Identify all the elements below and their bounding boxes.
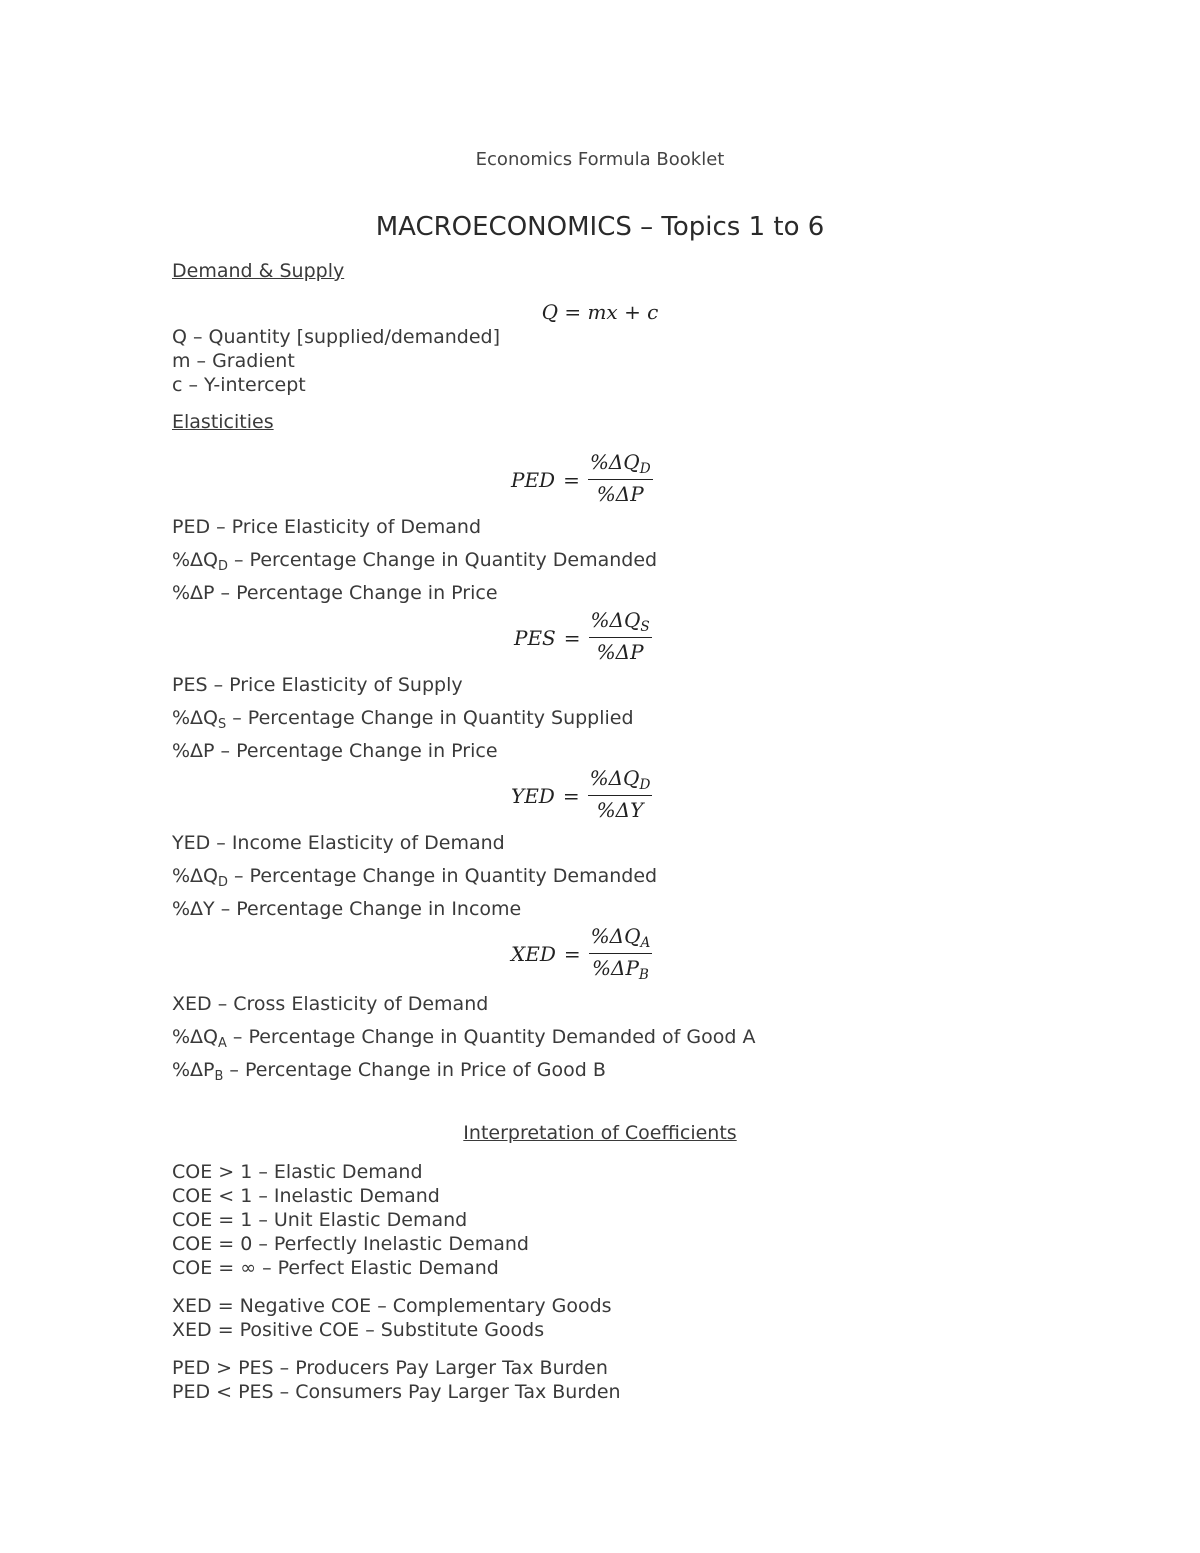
numerator-main: %ΔQ	[590, 924, 641, 948]
fraction-denominator	[595, 796, 646, 825]
equals-sign: =	[563, 625, 581, 650]
fraction-numerator	[588, 450, 653, 480]
formula-linear-quantity: Q = mx + c	[541, 300, 659, 324]
section-heading-elasticities: Elasticities	[172, 411, 274, 433]
fraction-numerator	[589, 608, 652, 638]
section-heading-interpretation: Interpretation of Coefficients	[463, 1122, 737, 1144]
coefficient-item: COE < 1 – Inelastic Demand	[172, 1185, 440, 1207]
coefficient-item: PED < PES – Consumers Pay Larger Tax Burden	[172, 1381, 621, 1403]
denominator-subscript: B	[638, 967, 649, 984]
coefficient-item: COE > 1 – Elastic Demand	[172, 1161, 423, 1183]
definition-item: PED – Price Elasticity of Demand	[172, 516, 482, 538]
tax-burden-list	[172, 1356, 621, 1404]
coefficient-item: XED = Positive COE – Substitute Goods	[172, 1319, 545, 1341]
fraction-denominator	[595, 480, 646, 509]
definition-list-pes	[172, 672, 634, 771]
numerator-subscript: D	[639, 777, 651, 794]
coefficient-item: PED > PES – Producers Pay Larger Tax Burden	[172, 1357, 608, 1379]
definition-item: m – Gradient	[172, 350, 295, 372]
numerator-main: %ΔQ	[590, 608, 641, 632]
definition-list-yed	[172, 830, 657, 929]
denominator-main: %ΔP	[596, 482, 644, 507]
definition-item: PES – Price Elasticity of Supply	[172, 674, 463, 696]
fraction-numerator	[588, 766, 653, 796]
formula-yed	[511, 766, 652, 825]
denominator-main: %ΔP	[596, 640, 644, 665]
denominator-main: %ΔP	[592, 956, 639, 981]
numerator-subscript: S	[640, 619, 650, 636]
section-heading-demand-supply: Demand & Supply	[172, 260, 345, 282]
numerator-main: %ΔQ	[589, 766, 640, 790]
definition-item: YED – Income Elasticity of Demand	[172, 832, 505, 854]
formula-pes	[514, 608, 652, 667]
definition-item: $\%\Delta P_B$ – Percentage Change in Price of Good B	[172, 1058, 606, 1084]
page-title: MACROECONOMICS – Topics 1 to 6	[375, 212, 825, 242]
definition-list-xed	[172, 991, 755, 1090]
fraction	[589, 924, 653, 983]
equals-sign: =	[562, 783, 580, 808]
formula-ped-lhs: PED	[511, 467, 556, 492]
fraction	[588, 766, 653, 825]
definition-item: XED – Cross Elasticity of Demand	[172, 993, 489, 1015]
fraction-denominator	[595, 638, 646, 667]
coefficient-item: COE = ∞ – Perfect Elastic Demand	[172, 1257, 499, 1279]
definition-item: %ΔP – Percentage Change in Price	[172, 739, 498, 762]
formula-yed-lhs: YED	[511, 783, 555, 808]
coefficient-item: XED = Negative COE – Complementary Goods	[172, 1295, 612, 1317]
formula-pes-lhs: PES	[514, 625, 556, 650]
equals-sign: =	[563, 467, 580, 492]
definition-item: %ΔY – Percentage Change in Income	[172, 897, 522, 920]
equals-sign: =	[563, 941, 581, 966]
numerator-subscript: D	[639, 461, 651, 478]
xed-goods-list	[172, 1294, 612, 1342]
formula-ped	[511, 450, 653, 509]
numerator-subscript: A	[640, 935, 651, 952]
definition-item: Q – Quantity [supplied/demanded]	[172, 326, 501, 348]
definition-list-ped	[172, 514, 657, 613]
definition-item: $\%\Delta Q_D$ – Percentage Change in Quantity Demanded	[172, 864, 658, 890]
formula-xed	[511, 924, 652, 983]
document-header: Economics Formula Booklet	[475, 149, 725, 170]
definition-item: $\%\Delta Q_A$ – Percentage Change in Quantity Demanded of Good A	[172, 1025, 756, 1051]
coefficient-item: COE = 1 – Unit Elastic Demand	[172, 1209, 468, 1231]
formula-xed-lhs: XED	[511, 941, 556, 966]
fraction	[588, 450, 653, 509]
definition-item: c – Y-intercept	[172, 374, 306, 396]
fraction-numerator	[589, 924, 653, 954]
numerator-main: %ΔQ	[589, 450, 640, 474]
definition-item: $\%\Delta Q_D$ – Percentage Change in Quantity Demanded	[172, 548, 658, 574]
coefficient-list	[172, 1160, 529, 1280]
definition-item: $\%\Delta Q_S$ – Percentage Change in Quantity Supplied	[172, 706, 634, 732]
denominator-main: %ΔY	[596, 798, 644, 823]
definition-item: %ΔP – Percentage Change in Price	[172, 581, 498, 604]
definition-list-demand-supply	[172, 325, 500, 397]
fraction	[589, 608, 652, 667]
fraction-denominator	[590, 954, 651, 983]
coefficient-item: COE = 0 – Perfectly Inelastic Demand	[172, 1233, 529, 1255]
